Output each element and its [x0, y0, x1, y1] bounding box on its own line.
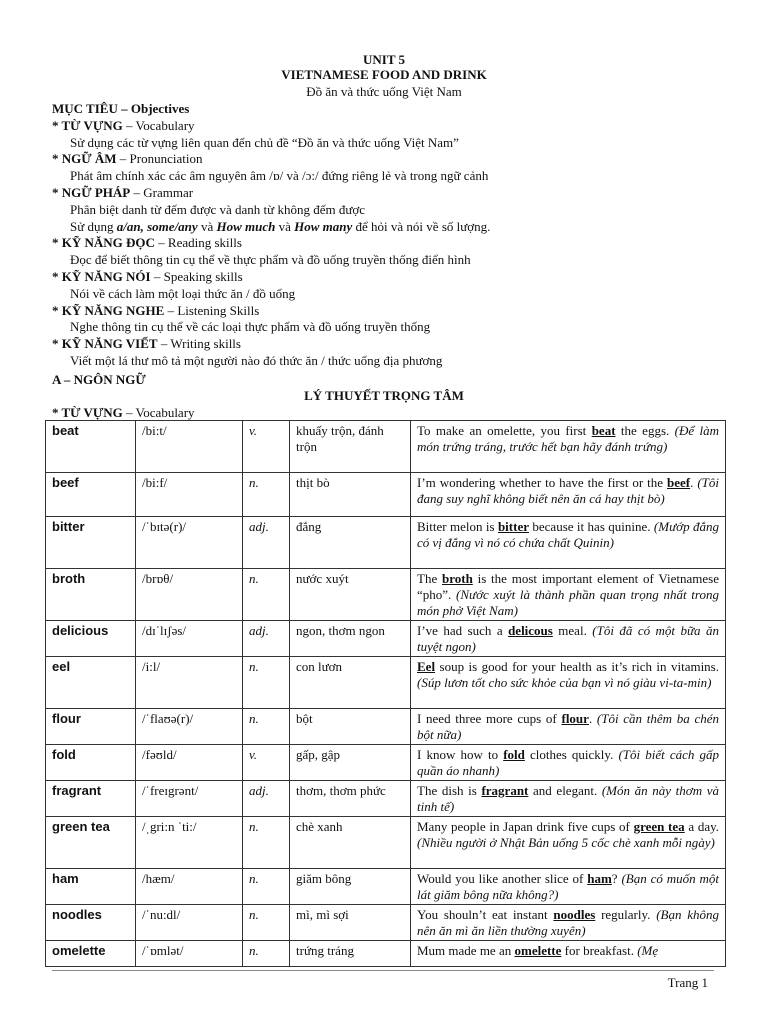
grammar-term: How much — [216, 218, 276, 234]
vocab-pos: adj. — [243, 517, 290, 569]
vocab-pos: n. — [243, 709, 290, 745]
vocab-ipa: /bi:t/ — [136, 421, 243, 473]
objective-item — [52, 151, 732, 168]
objective-description: Đọc để biết thông tin cụ thể về thực phẩm và đồ uống truyền thống điển hình — [70, 252, 471, 268]
table-row — [46, 817, 726, 869]
example-text: for breakfast. — [561, 943, 638, 958]
vocab-pos: n. — [243, 569, 290, 621]
example-text: clothes quickly. — [524, 747, 619, 762]
example-text: . — [690, 475, 698, 490]
vocab-heading-en: – Vocabulary — [122, 405, 195, 420]
example-text: I’ve had such a — [417, 623, 509, 638]
vocab-ipa: /hæm/ — [136, 869, 243, 905]
example-keyword: Eel — [417, 659, 436, 674]
example-translation: (Bạn có muốn một lát giăm bông nữa không?) — [417, 871, 719, 902]
vocabulary-table-body — [46, 421, 726, 967]
vocab-pos: n. — [243, 869, 290, 905]
vocab-meaning: bột — [290, 709, 411, 745]
objective-en: – Listening Skills — [164, 302, 260, 318]
vocab-word: omelette — [46, 941, 136, 967]
table-row — [46, 517, 726, 569]
table-row — [46, 745, 726, 781]
table-row — [46, 781, 726, 817]
vocab-meaning: chè xanh — [290, 817, 411, 869]
vocab-word: beat — [46, 421, 136, 473]
example-translation: (Tôi cần thêm ba chén bột nữa) — [417, 711, 719, 742]
table-row — [46, 709, 726, 745]
vocab-example — [411, 621, 726, 657]
example-keyword: omelette — [514, 943, 562, 958]
example-translation: (Tôi đã có một bữa ăn tuyệt ngon) — [417, 623, 719, 654]
example-text: I need three more cups of — [417, 711, 562, 726]
grammar-text: và — [197, 218, 217, 234]
vocab-ipa: /ˈnu:dl/ — [136, 905, 243, 941]
objective-label: * NGỮ PHÁP — [52, 184, 131, 200]
vocab-example — [411, 709, 726, 745]
vocab-pos: n. — [243, 941, 290, 967]
vocab-ipa: /dɪˈlɪʃəs/ — [136, 621, 243, 657]
example-translation: (Mẹ — [637, 943, 659, 958]
example-text: To make an omelette, you first — [417, 423, 592, 438]
vocab-meaning: đắng — [290, 517, 411, 569]
vocab-word: flour — [46, 709, 136, 745]
vocab-meaning: mì, mì sợi — [290, 905, 411, 941]
example-text: Mum made me an — [417, 943, 515, 958]
example-text: Bitter melon is — [417, 519, 498, 534]
document-header — [0, 52, 768, 100]
vocab-meaning: thịt bò — [290, 473, 411, 517]
example-keyword: ham — [587, 871, 612, 886]
objective-en: – Grammar — [130, 184, 194, 200]
example-keyword: fold — [503, 747, 525, 762]
example-text: regularly. — [595, 907, 657, 922]
vocab-word: fold — [46, 745, 136, 781]
objective-description: Viết một lá thư mô tả một người nào đó thức ăn / thức uống địa phương — [70, 352, 443, 368]
vocab-word: ham — [46, 869, 136, 905]
objective-label: * TỪ VỰNG — [52, 117, 123, 133]
vocab-ipa: /ˈɒmlət/ — [136, 941, 243, 967]
objectives-heading: MỤC TIÊU – Objectives — [52, 101, 190, 116]
example-translation: (Tôi biết cách gấp quần áo nhanh) — [417, 747, 719, 778]
objective-item — [52, 303, 732, 320]
vocab-example — [411, 781, 726, 817]
objective-description: Phát âm chính xác các âm nguyên âm /ɒ/ và /ɔ:/ đứng riêng lẻ và trong ngữ cảnh — [70, 168, 489, 184]
grammar-term: How many — [294, 218, 353, 234]
unit-title: VIETNAMESE FOOD AND DRINK — [281, 67, 487, 82]
section-a-heading: A – NGÔN NGỮ — [52, 372, 146, 387]
vocab-word: delicious — [46, 621, 136, 657]
vocab-example — [411, 869, 726, 905]
vocab-word: eel — [46, 657, 136, 709]
vocab-meaning: nước xuýt — [290, 569, 411, 621]
vocab-example — [411, 817, 726, 869]
example-text: a day. — [684, 819, 720, 834]
vocab-meaning: khuấy trộn, đánh trộn — [290, 421, 411, 473]
example-translation: (Súp lươn tốt cho sức khỏe của bạn vì nó giàu vi-ta-min) — [417, 675, 712, 690]
vocab-word: broth — [46, 569, 136, 621]
vocab-ipa: /ˈfreɪgrənt/ — [136, 781, 243, 817]
unit-label: UNIT 5 — [362, 52, 406, 67]
grammar-term: a/an, some/any — [116, 218, 198, 234]
vocab-example — [411, 473, 726, 517]
example-keyword: noodles — [553, 907, 596, 922]
vocab-pos: adj. — [243, 781, 290, 817]
example-text: is the most important element of Vietnamese “pho”. — [417, 571, 719, 602]
vocab-example — [411, 745, 726, 781]
vocab-example — [411, 657, 726, 709]
table-row — [46, 905, 726, 941]
example-translation: (Món ăn này thơm và tinh tế) — [417, 783, 719, 814]
example-translation: (Bạn không nên ăn mì ăn liền thường xuyên) — [417, 907, 720, 938]
vocab-example — [411, 905, 726, 941]
objective-item — [52, 185, 732, 202]
example-text: the eggs. — [615, 423, 675, 438]
objective-en: – Writing skills — [157, 336, 241, 352]
theory-title: LÝ THUYẾT TRỌNG TÂM — [304, 388, 464, 403]
example-translation: (Mướp đắng có vị đắng vì nó có chứa chất Quinin) — [417, 519, 719, 550]
objective-item — [52, 118, 732, 135]
example-keyword: delicous — [508, 623, 553, 638]
example-text: The dish is — [417, 783, 482, 798]
example-translation: (Nước xuýt là thành phần quan trọng nhất trong món phở Việt Nam) — [417, 587, 719, 618]
grammar-extra-line — [52, 219, 732, 236]
example-text: and elegant. — [528, 783, 602, 798]
example-keyword: green tea — [633, 819, 685, 834]
example-text: soup is good for your health as it’s rich in vitamins. — [435, 659, 719, 674]
grammar-text: và — [275, 218, 295, 234]
example-text: Would you like another slice of — [417, 871, 588, 886]
table-row — [46, 473, 726, 517]
vocab-ipa: /i:l/ — [136, 657, 243, 709]
table-row — [46, 569, 726, 621]
vocab-meaning: giăm bông — [290, 869, 411, 905]
vocab-meaning: con lươn — [290, 657, 411, 709]
example-keyword: beat — [591, 423, 616, 438]
vocab-word: noodles — [46, 905, 136, 941]
vocab-pos: adj. — [243, 621, 290, 657]
vocab-heading-label: * TỪ VỰNG — [52, 405, 123, 420]
vocab-ipa: /ˈbɪtə(r)/ — [136, 517, 243, 569]
vocab-ipa: /ˈflaʊə(r)/ — [136, 709, 243, 745]
vocab-pos: v. — [243, 421, 290, 473]
vocab-pos: n. — [243, 657, 290, 709]
example-text: because it has quinine. — [529, 519, 654, 534]
objective-en: – Vocabulary — [122, 117, 195, 133]
grammar-text: để hỏi và nói về số lượng. — [352, 218, 491, 234]
vocab-example — [411, 517, 726, 569]
objective-label: * KỸ NĂNG ĐỌC — [52, 235, 155, 251]
table-row — [46, 421, 726, 473]
footer-divider — [52, 970, 714, 971]
vocab-word: bitter — [46, 517, 136, 569]
vocab-example — [411, 569, 726, 621]
objective-label: * KỸ NĂNG NGHE — [52, 302, 165, 318]
vocab-pos: n. — [243, 473, 290, 517]
grammar-text: Sử dụng — [70, 218, 117, 234]
vocab-ipa: /ˌgri:n ˈti:/ — [136, 817, 243, 869]
unit-subtitle: Đồ ăn và thức uống Việt Nam — [306, 84, 462, 99]
example-text: Many people in Japan drink five cups of — [417, 819, 634, 834]
vocab-pos: v. — [243, 745, 290, 781]
objective-item — [52, 235, 732, 252]
example-translation: (Để làm món trứng tráng, trước hết bạn hãy đánh trứng) — [417, 423, 720, 454]
objective-description: Nghe thông tin cụ thể về các loại thực phẩm và đồ uống truyền thống — [70, 319, 431, 335]
table-row — [46, 621, 726, 657]
vocab-ipa: /brɒθ/ — [136, 569, 243, 621]
table-row — [46, 869, 726, 905]
example-translation: (Tôi đang suy nghĩ không biết nên ăn cá hay thịt bò) — [417, 475, 719, 506]
example-keyword: fragrant — [481, 783, 529, 798]
vocab-word: beef — [46, 473, 136, 517]
example-translation: (Nhiều người ở Nhật Bản uống 5 cốc chè xanh mỗi ngày) — [417, 835, 715, 850]
vocab-example — [411, 941, 726, 967]
objective-description: Phân biệt danh từ đếm được và danh từ không đếm được — [70, 201, 366, 217]
objective-label: * KỸ NĂNG NÓI — [52, 268, 151, 284]
vocab-pos: n. — [243, 905, 290, 941]
objective-en: – Reading skills — [154, 235, 242, 251]
example-text: ? — [611, 871, 622, 886]
example-text: The — [417, 571, 442, 586]
vocab-meaning: ngon, thơm ngon — [290, 621, 411, 657]
objective-item — [52, 269, 732, 286]
vocabulary-table — [45, 420, 726, 967]
example-keyword: beef — [667, 475, 691, 490]
objective-en: – Pronunciation — [116, 151, 203, 167]
objective-item — [52, 336, 732, 353]
example-text: I’m wondering whether to have the first or the — [417, 475, 668, 490]
objectives-section — [52, 101, 732, 370]
vocab-heading — [52, 405, 195, 421]
objective-label: * KỸ NĂNG VIẾT — [52, 336, 158, 352]
example-text: meal. — [552, 623, 593, 638]
objective-description: Sử dụng các từ vựng liên quan đến chủ đề “Đồ ăn và thức uống Việt Nam” — [70, 134, 459, 150]
objective-label: * NGỮ ÂM — [52, 151, 117, 167]
table-row — [46, 941, 726, 967]
example-keyword: bitter — [497, 519, 529, 534]
vocab-ipa: /fəʊld/ — [136, 745, 243, 781]
vocab-meaning: trứng tráng — [290, 941, 411, 967]
vocab-word: fragrant — [46, 781, 136, 817]
objectives-list — [52, 118, 732, 370]
example-keyword: flour — [561, 711, 589, 726]
vocab-meaning: thơm, thơm phức — [290, 781, 411, 817]
example-text: You shouln’t eat instant — [417, 907, 554, 922]
vocab-word: green tea — [46, 817, 136, 869]
vocab-ipa: /bi:f/ — [136, 473, 243, 517]
example-text: . — [588, 711, 597, 726]
table-row — [46, 657, 726, 709]
vocab-example — [411, 421, 726, 473]
vocab-pos: n. — [243, 817, 290, 869]
example-text: I know how to — [417, 747, 504, 762]
vocab-meaning: gấp, gập — [290, 745, 411, 781]
objective-en: – Speaking skills — [150, 268, 243, 284]
page-number: Trang 1 — [667, 975, 708, 990]
example-keyword: broth — [442, 571, 473, 586]
objective-description: Nói về cách làm một loại thức ăn / đồ uống — [70, 285, 296, 301]
